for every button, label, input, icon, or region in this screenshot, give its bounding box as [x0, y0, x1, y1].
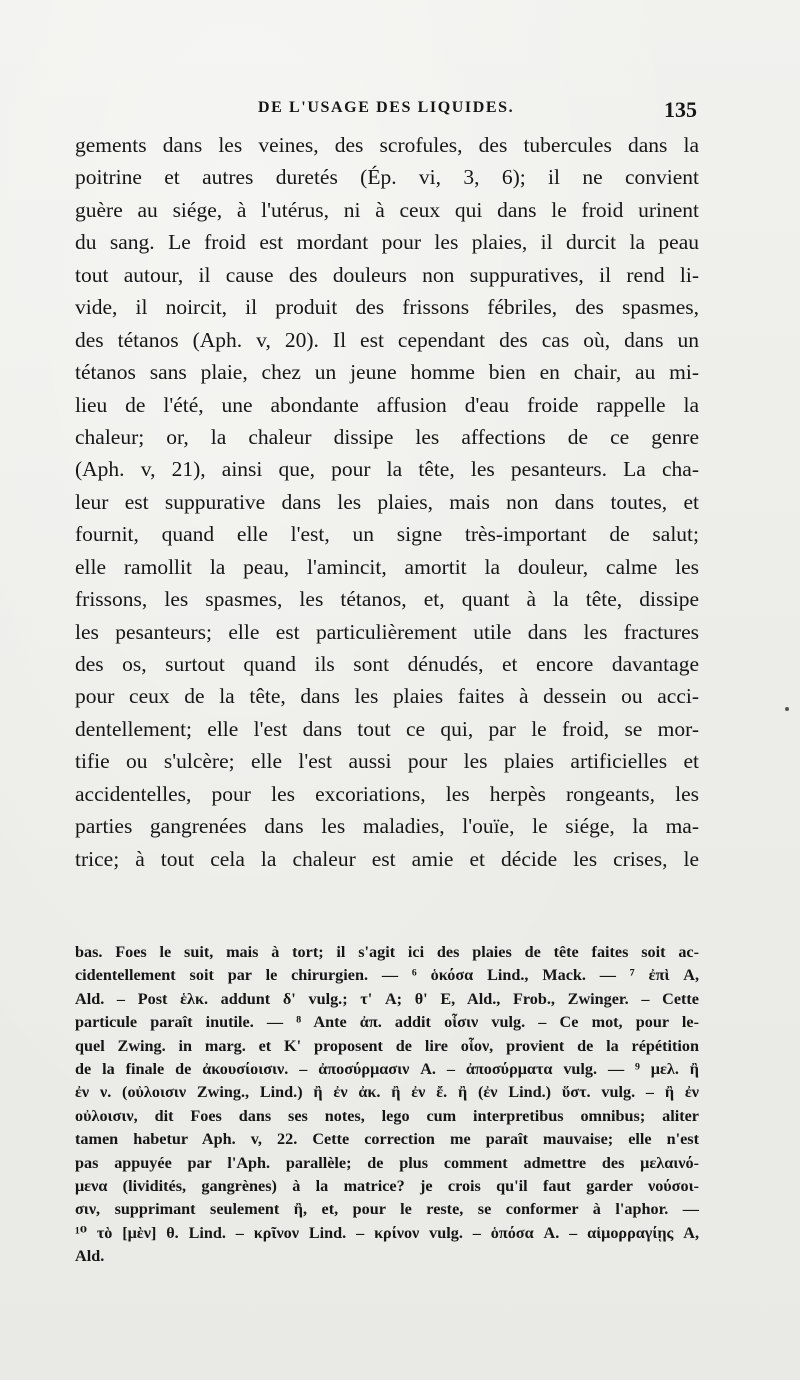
- footnote-line: οὐλοισιν, dit Foes dans ses notes, lego cum interpretibus omnibus; aliter: [75, 1106, 699, 1125]
- footnote-line: pas appuyée par l'Aph. parallèle; de plus comment admettre des μελαινό-: [75, 1153, 699, 1172]
- main-text-body: [75, 129, 699, 875]
- footnote-line: bas. Foes le suit, mais à tort; il s'agit ici des plaies de tête faites soit ac-: [75, 943, 699, 961]
- footnote-line: de la finale de ἀκουσίοισιν. – ἀποσύρμασιν A. – ἀποσύρματα vulg. — ⁹ μελ. ἢ: [75, 1059, 699, 1078]
- text-line: poitrine et autres duretés (Ép. vi, 3, 6); il ne convient: [75, 165, 699, 190]
- text-line: du sang. Le froid est mordant pour les plaies, il durcit la peau: [75, 230, 699, 255]
- footnote-line: ¹⁰ τὸ [μὲν] θ. Lind. – κρῖνον Lind. – κρίνον vulg. – ὁπόσα A. – αἱμορραγίῃς A,: [75, 1223, 699, 1242]
- text-line: vide, il noircit, il produit des frissons fébriles, des spasmes,: [75, 295, 699, 320]
- text-line: tout autour, il cause des douleurs non suppuratives, il rend li-: [75, 262, 699, 287]
- page-number: 135: [664, 97, 697, 122]
- footnote-line: cidentellement soit par le chirurgien. — ⁶ ὁκόσα Lind., Mack. — ⁷ ἐπὶ A,: [75, 966, 699, 985]
- text-line: lieu de l'été, une abondante affusion d'eau froide rappelle la: [75, 392, 699, 417]
- text-line: les pesanteurs; elle est particulièrement utile dans les fractures: [75, 619, 699, 644]
- text-line: elle ramollit la peau, l'amincit, amortit la douleur, calme les: [75, 554, 699, 579]
- footnote-line: ἐν ν. (οὐλοισιν Zwing., Lind.) ἢ ἐν ἀκ. ἢ ἐν ἔ. ἢ (ἐν Lind.) ὕστ. vulg. – ἢ ἐν: [75, 1083, 699, 1102]
- text-line: frissons, les spasmes, les tétanos, et, quant à la tête, dissipe: [75, 587, 699, 612]
- text-line: (Aph. v, 21), ainsi que, pour la tête, les pesanteurs. La cha-: [75, 457, 699, 482]
- running-title: DE L'USAGE DES LIQUIDES.: [258, 99, 515, 116]
- footnote-line: Ald.: [75, 1247, 105, 1266]
- footnote-line: μενα (lividités, gangrènes) à la matrice? je crois qu'il faut garder νούσοι-: [75, 1176, 699, 1195]
- text-line: tétanos sans plaie, chez un jeune homme bien en chair, au mi-: [75, 360, 699, 385]
- footnote-line: quel Zwing. in marg. et K' proposent de lire οἷον, provient de la répétition: [75, 1036, 699, 1055]
- footnote-line: Ald. – Post ἑλκ. addunt δ' vulg.; τ' A; θ' E, Ald., Frob., Zwinger. – Cette: [75, 989, 699, 1008]
- text-line: fournit, quand elle l'est, un signe très-important de salut;: [75, 522, 699, 547]
- text-line: des os, surtout quand ils sont dénudés, et encore davantage: [75, 652, 699, 676]
- margin-dot: [785, 707, 789, 711]
- footnote-line: particule paraît inutile. — ⁸ Ante ἀπ. addit οἷσιν vulg. – Ce mot, pour le-: [75, 1013, 699, 1032]
- text-line: gements dans les veines, des scrofules, des tubercules dans la: [75, 133, 699, 157]
- text-line: accidentelles, pour les excoriations, les herpès rongeants, les: [75, 781, 699, 806]
- text-line: guère au siége, à l'utérus, ni à ceux qui dans le froid urinent: [75, 197, 699, 222]
- text-line: chaleur; or, la chaleur dissipe les affections de ce genre: [75, 424, 699, 449]
- text-line: leur est suppurative dans les plaies, mais non dans toutes, et: [75, 489, 699, 514]
- text-line: trice; à tout cela la chaleur est amie et décide les crises, le: [75, 846, 699, 871]
- text-line: parties gangrenées dans les maladies, l'ouïe, le siége, la ma-: [75, 814, 699, 839]
- text-line: dentellement; elle l'est dans tout ce qui, par le froid, se mor-: [75, 716, 699, 741]
- page-header: [75, 97, 699, 127]
- footnote-line: tamen habetur Aph. v, 22. Cette correction me paraît mauvaise; elle n'est: [75, 1130, 699, 1149]
- footnote-line: σιν, supprimant seulement ἢ, et, pour le reste, se conformer à l'aphor. —: [75, 1200, 699, 1219]
- text-line: des tétanos (Aph. v, 20). Il est cependant des cas où, dans un: [75, 327, 699, 352]
- text-line: tifie ou s'ulcère; elle l'est aussi pour les plaies artificielles et: [75, 749, 699, 774]
- footnotes: [75, 941, 699, 1268]
- text-line: pour ceux de la tête, dans les plaies faites à dessein ou acci-: [75, 684, 699, 709]
